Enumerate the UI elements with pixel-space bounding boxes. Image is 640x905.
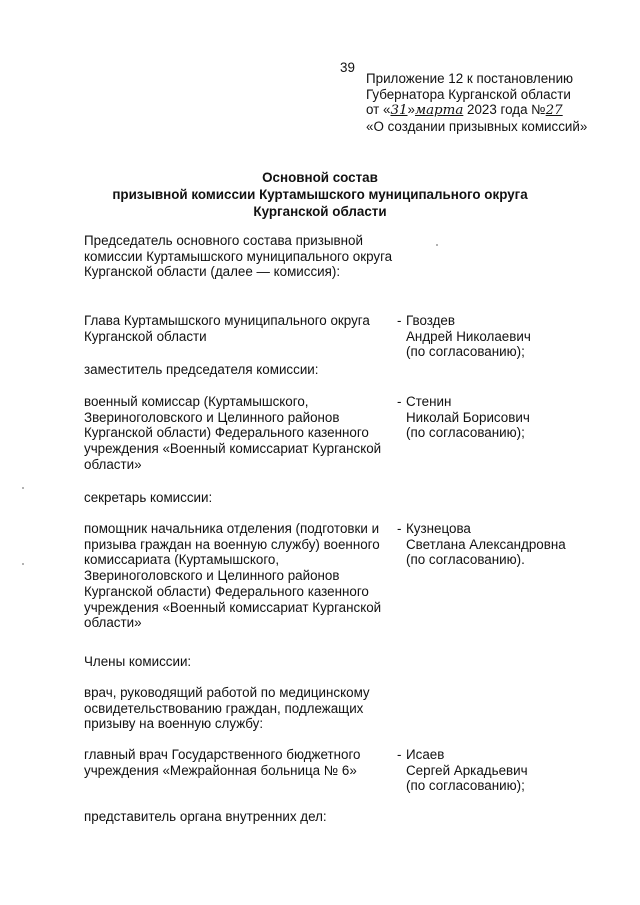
- doctor-label: врач, руководящий работой по медицинскому освидетельствованию граждан, подлежащих призыву на военную службу:: [84, 685, 370, 732]
- doctor-position: главный врач Государственного бюджетного учреждения «Межрайонная больница № 6»: [84, 747, 361, 778]
- doctor-note: (по согласованию);: [406, 778, 525, 794]
- title-line-2: призывной комиссии Куртамышского муниципального округа: [112, 187, 528, 202]
- appendix-year-number: 2023 года №: [463, 102, 546, 117]
- chairman-name: Андрей Николаевич: [406, 328, 531, 344]
- deputy-name: Николай Борисович: [406, 409, 530, 425]
- deputy-note: (по согласованию);: [406, 425, 525, 441]
- handwritten-day: 31: [390, 103, 408, 118]
- title-line-3: Курганской области: [253, 204, 387, 219]
- secretary-label: секретарь комиссии:: [84, 490, 213, 505]
- deputy-dash: -: [397, 394, 402, 409]
- appendix-date-sep: »: [407, 102, 415, 117]
- secretary-dash: -: [397, 521, 402, 536]
- scan-speck: [22, 487, 24, 489]
- police-label: представитель органа внутренних дел:: [84, 809, 327, 824]
- appendix-line-4: «О создании призывных комиссий»: [366, 118, 588, 134]
- page-number: 39: [340, 60, 355, 75]
- document-title: [0, 169, 640, 220]
- doctor-dash: -: [397, 747, 402, 762]
- secretary-name: Светлана Александровна: [406, 536, 566, 552]
- secretary-surname: Кузнецова: [406, 521, 471, 536]
- chairman-dash: -: [397, 313, 402, 328]
- chairman-position: Глава Куртамышского муниципального округа Курганской области: [84, 313, 370, 344]
- members-label: Члены комиссии:: [84, 654, 192, 669]
- chairman-surname: Гвоздев: [406, 313, 455, 328]
- title-line-1: Основной состав: [262, 170, 378, 185]
- appendix-date-prefix: от «: [366, 102, 391, 117]
- appendix-line-2: Губернатора Курганской области: [366, 86, 571, 102]
- deputy-position: военный комиссар (Куртамышского, Звериноголовского и Целинного районов Курганской области) Федерального казенного учреждения «Военный комиссариат Курганской области»: [84, 394, 382, 472]
- scan-speck: [436, 244, 438, 246]
- secretary-note: (по согласованию).: [406, 552, 525, 568]
- appendix-line-1: Приложение 12 к постановлению: [366, 71, 574, 86]
- handwritten-month: марта: [414, 103, 464, 118]
- deputy-surname: Стенин: [406, 394, 452, 409]
- doctor-name: Сергей Аркадьевич: [406, 762, 528, 778]
- chairman-label: Председатель основного состава призывной комиссии Куртамышского муниципального округа Курганской области (далее — комиссия):: [84, 233, 393, 280]
- deputy-label: заместитель председателя комиссии:: [84, 362, 319, 377]
- secretary-position: помощник начальника отделения (подготовки и призыва граждан на военную службу) военного комиссариата (Куртамышского, Звериноголовского и Целинного районов Курганской области) Федерального казенного учреждения «Военный комиссариат Курганской области»: [84, 521, 382, 631]
- handwritten-number: 27: [545, 103, 563, 118]
- scan-speck: [22, 563, 24, 565]
- appendix-header: [366, 71, 587, 134]
- appendix-line-3: [366, 102, 587, 119]
- doctor-surname: Исаев: [406, 747, 445, 762]
- chairman-note: (по согласованию);: [406, 344, 525, 360]
